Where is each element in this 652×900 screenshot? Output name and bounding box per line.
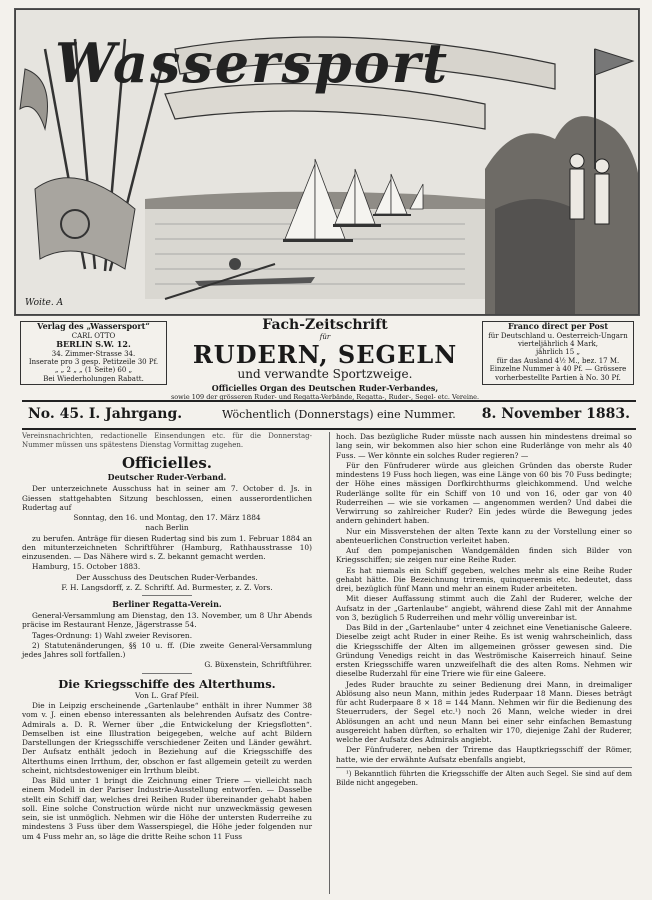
paragraph: Die in Leipzig erscheinende „Gartenlaube“ enthält in ihrer Nummer 38 vom v. J. einen ebenso interessanten als belehrenden Aufsatz des Contre-Admirals a. D. R. Werner über „die Entwickelung der Kriegsflotten“. Demselben ist eine Illustration beigegeben, welche auf acht Bildern Darstellungen der Kriegsschiffe verschiedener Zeiten und Länder gewährt. Der Aufsatz enthält jedoch in Beziehung auf die Kriegsschiffe des Alterthums einen Irrthum, der, obschon er fast allgemein geteilt zu werden scheint, nichtsdestoweniger ein Irrthum bleibt.	[22, 701, 312, 775]
bulk-price: vorherbestellte Partien à No. 30 Pf.	[495, 373, 621, 382]
signature: G. Büxenstein, Schriftführer.	[204, 660, 312, 670]
paragraph: 2) Statutenänderungen, §§ 10 u. ff. (Die zweite General-Versammlung jedes Jahres soll fortfallen.)	[22, 640, 312, 659]
paragraph: hoch. Das bezügliche Ruder müsste nach aussen hin mindestens dreimal so lang sein, wir bekommen also hier schon eine Ruderlänge von mehr als 40 Fuss. — Wer könnte ein solches Ruder regieren? —	[336, 432, 632, 460]
subscription-yearly: jährlich 15 „	[535, 348, 581, 357]
paragraph-date: Sonntag, den 16. und Montag, den 17. März 1884	[73, 513, 261, 522]
artist-signature: Woite. A	[25, 298, 64, 308]
subscription-abroad: für das Ausland 4½ M., bez. 17 M.	[496, 356, 620, 365]
paragraph: Hamburg, 15. October 1883.	[32, 562, 141, 572]
issue-number: No. 45. I. Jahrgang.	[28, 406, 183, 422]
ad-rate-1: Inserate pro 3 gesp. Petitzeile 30 Pf.	[28, 357, 159, 366]
paragraph: Der Ausschuss des Deutschen Ruder-Verbandes.	[76, 572, 258, 582]
publication-subtitle	[165, 317, 485, 401]
separator	[142, 673, 192, 674]
paragraph: Es hat niemals ein Schiff gegeben, welches mehr als eine Reihe Ruder gehabt hätte. Die Bezeichnung triremis, quinqueremis etc. bedeutet, dass drei, bezüglich fünf Mann und mehr an einem Ruder arbeiteten.	[336, 565, 632, 593]
subtitle-organ: Officielles Organ des Deutschen Ruder-Verbandes,	[211, 383, 439, 393]
masthead-illustration	[14, 8, 640, 316]
paragraph: Für den Fünfruderer würde aus gleichen Gründen das oberste Ruder mindestens 19 Fuss hoch liegen, was eine Länge von 60 bis 70 Fuss bedingte; der Höhe eines mässigen Dorfkirchthurms gleichkommend. Und welche Ruderlänge sollte für ein Schiff von 10 und von 16, oder gar von 40 Ruderreihen — wie sie vorkamen — angenommen werden? Und dabei die Verwirrung so zahlreicher Ruder? Ein jedes würde die Bewegung jedes andern gehindert haben.	[336, 460, 632, 526]
subscription-box	[482, 321, 634, 385]
left-column	[22, 432, 312, 842]
paragraph-place: nach Berlin	[145, 523, 189, 533]
paragraph: Der Fünfruderer, neben der Trireme das Hauptkriegsschiff der Römer, hatte, wie der erwähnte Aufsatz ebenfalls angiebt,	[336, 745, 632, 764]
paragraph: Der unterzeichnete Ausschuss hat in seiner am 7. October d. Js. in Giessen stattgehabten Sitzung beschlossen, einen ausserordentlichen Rudertag auf	[22, 484, 312, 512]
masthead-title: Wassersport	[55, 31, 450, 95]
ad-discount: Bei Wiederholungen Rabatt.	[43, 374, 144, 383]
heading-ruder-verband: Deutscher Ruder-Verband.	[107, 472, 227, 483]
footnote: ¹) Bekanntlich führten die Kriegsschiffe der Alten auch Segel. Sie sind auf dem Bilde nicht angegeben.	[336, 767, 632, 788]
paragraph: Tages-Ordnung: 1) Wahl zweier Revisoren.	[32, 630, 193, 640]
issue-date: 8. November 1883.	[481, 406, 630, 422]
subtitle-line2: für	[319, 333, 331, 341]
column-divider	[329, 432, 330, 894]
paragraph: Das Bild unter 1 bringt die Zeichnung einer Triere — vielleicht nach einem Modell in der Pariser Industrie-Ausstellung entworfen. — Dasselbe stellt ein Schiff dar, welches drei Reihen Ruder übereinander gehabt haben soll. Eine solche Construction würde nicht nur unzweckmässig gewesen sein, sie ist unmöglich. Nehmen wir die Höhe der untersten Ruderreihe zu mindestens 3 Fuss über dem Wasserspiegel, die Höhe jeder folgenden nur um 4 Fuss mehr an, so läge die dritte Reihe schon 11 Fuss	[22, 776, 312, 841]
publisher-city: BERLIN S.W. 12.	[56, 338, 131, 349]
signatures: F. H. Langsdorff, z. Z. Schriftf. Ad. Burmester, z. Z. Vors.	[61, 582, 273, 592]
byline: Von L. Graf Pfeil.	[135, 690, 199, 700]
right-column	[336, 432, 632, 788]
subscription-region: für Deutschland u. Oesterreich-Ungarn	[488, 331, 628, 340]
heading-officielles: Officielles.	[121, 453, 213, 472]
single-issue-price: Einzelne Nummer à 40 Pf. — Grössere	[489, 365, 627, 374]
paragraph: Jedes Ruder brauchte zu seiner Bedienung drei Mann, in dreimaliger Ablösung also neun Mann, mithin jedes Ruderpaar 18 Mann. Dieses beträgt für acht Ruderpaare 8 × 18 = 144 Mann. Nehmen wir für die Bedienung des Steuerruders, der Segel etc.¹) noch 26 Mann, welche wieder in drei Ablösungen an acht und neun Mann bei einer sehr einfachen Bemastung ausgereicht haben dürften, so erhalten wir 170, diejenige Zahl der Ruderer, welche der Aufsatz des Admirals angiebt.	[336, 679, 632, 744]
paragraph: General-Versammlung am Dienstag, den 13. November, um 8 Uhr Abends präcise im Restaurant Henze, Jägerstrasse 54.	[22, 611, 312, 630]
publisher-line: Verlag des „Wassersport“	[37, 321, 150, 331]
publisher-name: CARL OTTO	[71, 331, 116, 340]
paragraph: zu berufen. Anträge für diesen Rudertag sind bis zum 1. Februar 1884 an den mitunterzeichneten Schriftführer (Hamburg, Rathhausstrasse 10) einzusenden. — Das Nähere wird s. Z. bekannt gemacht werden.	[22, 533, 312, 561]
paragraph: Nur ein Missverstehen der alten Texte kann zu der Vorstellung einer so abenteuerlichen Construction verleitet haben.	[336, 526, 632, 545]
heading-regatta-verein: Berliner Regatta-Verein.	[112, 599, 222, 609]
editorial-note: Vereinsnachrichten, redactionelle Einsendungen etc. für die Donnerstag-Nummer müssen uns spätestens Dienstag Vormittag zugehen.	[22, 432, 312, 449]
subtitle-associations: sowie 109 der grösseren Ruder- und Regatta-Verbände, Regatta-, Ruder-, Segel- etc. Vereine.	[170, 393, 480, 401]
subtitle-main: RUDERN, SEGELN	[192, 340, 458, 369]
publisher-address: 34. Zimmer-Strasse 34.	[51, 349, 136, 358]
heading-kriegsschiffe: Die Kriegsschiffe des Alterthums.	[58, 676, 276, 691]
paragraph: Das Bild in der „Gartenlaube“ unter 4 zeichnet eine Venetianische Galeere. Dieselbe zeigt acht Ruder in einer Reihe. Es ist wenig wahrscheinlich, dass die Kriegsschiffe der Alten im allgemeinen grösser gewesen sind. Die Gründung Venedigs reicht in das Weströmische Kaiserreich hinauf. Seine ersten Kriegsschiffe waren unzweifelhaft die des alten Roms. Nehmen wir dieselbe Ruderzahl für eine Triere wie für eine Galeere.	[336, 623, 632, 679]
paragraph: Mit dieser Auffassung stimmt auch die Zahl der Ruderer, welche der Aufsatz in der „Gartenlaube“ angiebt, während diese Zahl mit der Annahme von 3, bezüglich 5 Ruderreihen und mehr völlig unvereinbar ist.	[336, 594, 632, 622]
publisher-box	[20, 321, 167, 385]
subscription-quarterly: vierteljährlich 4 Mark,	[517, 339, 599, 348]
subtitle-line1: Fach-Zeitschrift	[262, 317, 388, 333]
separator	[142, 595, 192, 596]
issue-bar	[22, 400, 636, 430]
subtitle-line4: und verwandte Sportzweige.	[237, 367, 413, 381]
ad-rate-2: „ „ 2 „ „ (1 Seite) 60 „	[54, 366, 133, 375]
issue-frequency: Wöchentlich (Donnerstags) eine Nummer.	[222, 408, 456, 421]
subscription-title: Franco direct per Post	[507, 321, 609, 331]
paragraph: Auf den pompejanischen Wandgemälden finden sich Bilder von Kriegsschiffen; sie zeigen nur eine Reihe Ruder.	[336, 546, 632, 565]
